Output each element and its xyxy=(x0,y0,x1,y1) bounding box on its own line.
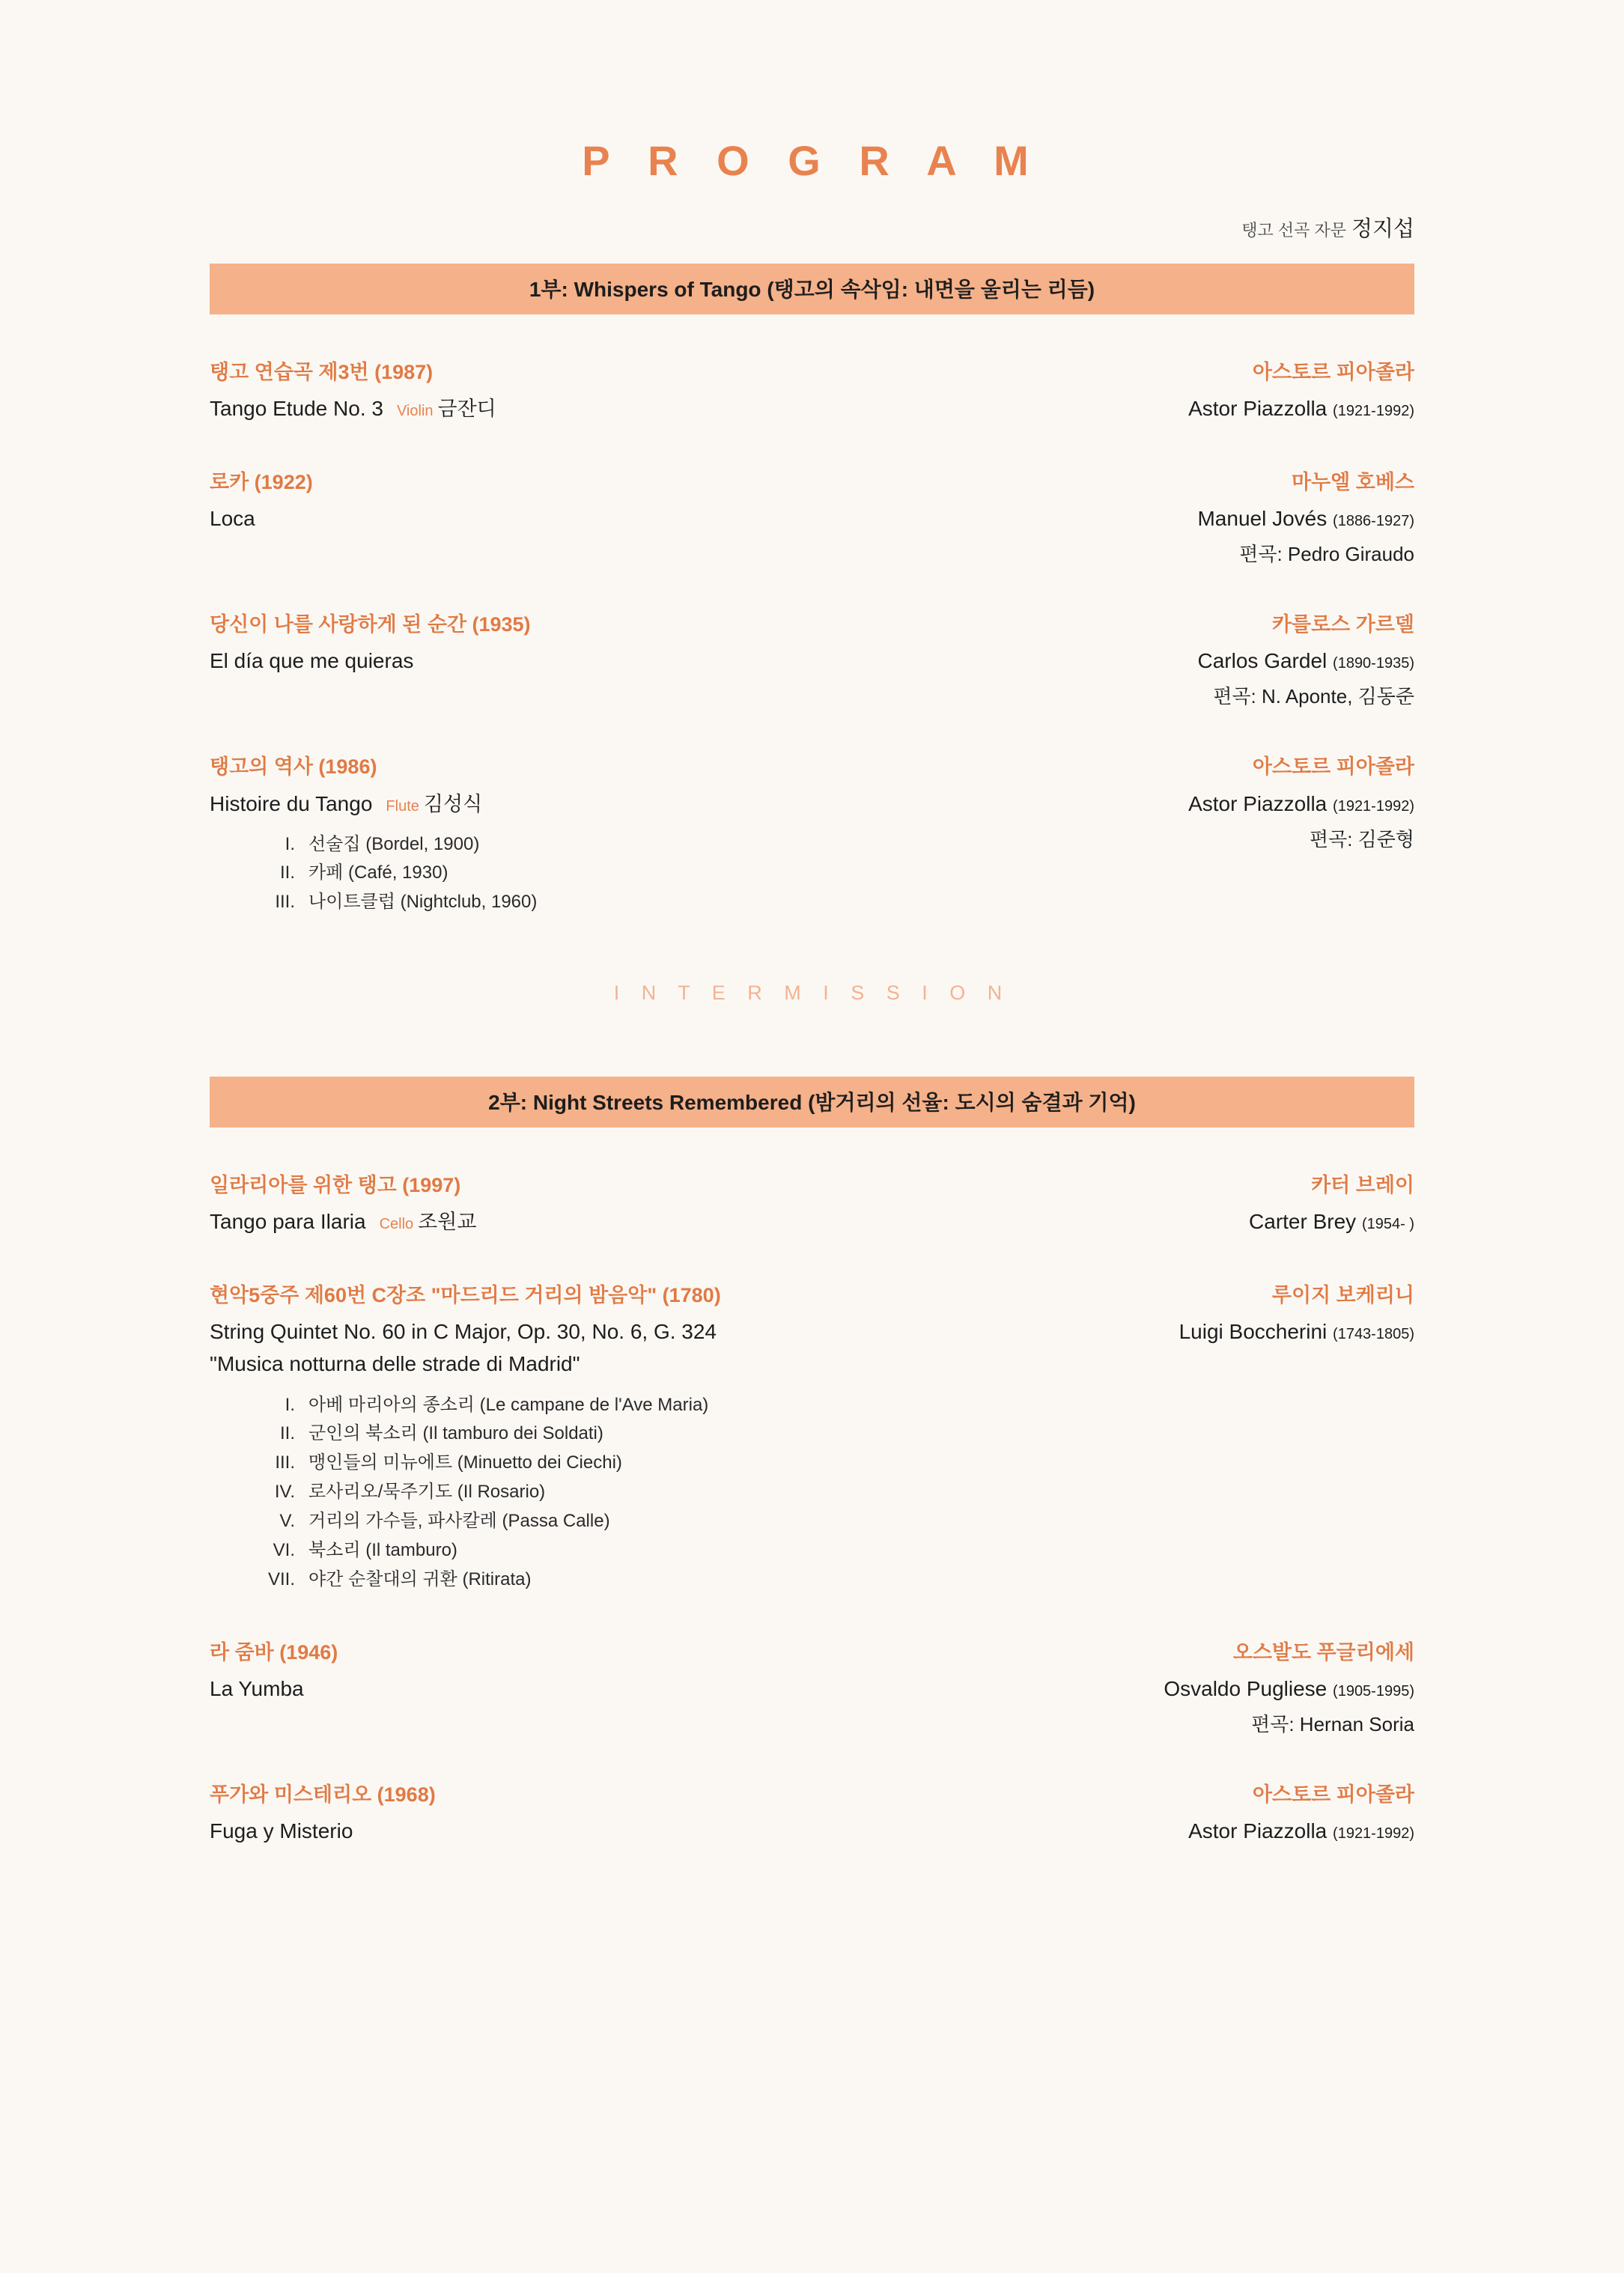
movement-number: I. xyxy=(285,833,295,854)
composer-years: (1886-1927) xyxy=(1333,513,1414,530)
movement-item xyxy=(255,1420,1149,1449)
piece-left xyxy=(210,752,1188,917)
piece-performer: 김성식 xyxy=(423,792,483,815)
composer-english-name xyxy=(1249,1206,1414,1238)
movement-text: 아베 마리아의 종소리 (Le campane de l'Ave Maria) xyxy=(308,1394,709,1415)
piece-korean-title: 일라리아를 위한 탱고 (1997) xyxy=(210,1174,461,1197)
piece-english-title xyxy=(210,1673,1134,1705)
composer-english-name xyxy=(1179,1316,1414,1348)
composer-years: (1921-1992) xyxy=(1333,797,1414,815)
piece-title-line-1: String Quintet No. 60 in C Major, Op. 30, No. 6, G. 324 xyxy=(210,1320,717,1344)
advisor-line xyxy=(210,212,1414,243)
piece-english-title xyxy=(210,1206,1219,1238)
movement-text: 나이트클럽 (Nightclub, 1960) xyxy=(308,892,538,913)
composer-english-name xyxy=(1188,393,1414,425)
composer-korean-name: 오스발도 푸글리에세 xyxy=(1232,1640,1414,1664)
piece-right xyxy=(1198,610,1414,709)
composer-years: (1954- ) xyxy=(1361,1216,1414,1233)
piece-right xyxy=(1179,1281,1414,1348)
composer-english-name xyxy=(1188,788,1414,820)
arranger-credit: 편곡: Pedro Giraudo xyxy=(1239,543,1414,566)
piece-right xyxy=(1188,358,1414,425)
piece-left xyxy=(210,358,1188,425)
movement-item xyxy=(255,1565,1149,1595)
movement-item xyxy=(255,859,1158,888)
piece-left xyxy=(210,1638,1164,1705)
movement-text: 맹인들의 미뉴에트 (Minuetto dei Ciechi) xyxy=(308,1452,622,1473)
movement-text: 선술집 (Bordel, 1900) xyxy=(308,833,480,854)
composer-korean-name: 루이지 보케리니 xyxy=(1271,1284,1414,1307)
movement-number: I. xyxy=(285,1394,295,1415)
movement-item xyxy=(255,1536,1149,1565)
movement-number: III. xyxy=(275,892,295,913)
piece-korean-title: 탱고 연습곡 제3번 (1987) xyxy=(210,361,434,383)
piece-row xyxy=(210,1281,1414,1594)
piece-title-text: El día que me quieras xyxy=(210,649,414,673)
section-bar-part1: 1부: Whispers of Tango (탱고의 속삭임: 내면을 울리는 리듬) xyxy=(210,264,1414,314)
piece-title-text: Fuga y Misterio xyxy=(210,1819,353,1843)
composer-name-text: Osvaldo Pugliese xyxy=(1164,1676,1328,1700)
piece-row xyxy=(210,1171,1414,1238)
piece-korean-title: 라 줌바 (1946) xyxy=(210,1640,338,1664)
piece-right xyxy=(1188,752,1414,851)
composer-korean-name: 아스토르 피아졸라 xyxy=(1252,361,1414,383)
movement-item xyxy=(255,1391,1149,1420)
movement-list xyxy=(210,1391,1149,1595)
piece-row xyxy=(210,752,1414,917)
piece-korean-title: 탱고의 역사 (1986) xyxy=(210,755,377,779)
section-bar-part2: 2부: Night Streets Remembered (밤거리의 선율: 도시의 숨결과 기억) xyxy=(210,1077,1414,1128)
piece-row xyxy=(210,468,1414,567)
movement-item xyxy=(255,1507,1149,1536)
movement-number: II. xyxy=(279,1423,295,1444)
piece-row xyxy=(210,358,1414,425)
intermission-label: I N T E R M I S S I O N xyxy=(613,982,1011,1005)
piece-english-title xyxy=(210,1816,1158,1847)
movement-text: 군인의 북소리 (Il tamburo dei Soldati) xyxy=(308,1423,603,1444)
composer-korean-name: 카를로스 가르델 xyxy=(1271,613,1414,636)
advisor-label: 탱고 선곡 자문 xyxy=(1241,221,1346,240)
piece-instrument: Cello xyxy=(379,1216,414,1233)
piece-row xyxy=(210,610,1414,709)
composer-name-text: Luigi Boccherini xyxy=(1179,1320,1328,1344)
piece-english-title xyxy=(210,645,1168,677)
piece-performer: 조원교 xyxy=(418,1211,477,1234)
piece-right xyxy=(1197,468,1414,567)
arranger-credit: 편곡: 김준형 xyxy=(1309,827,1414,851)
movement-item xyxy=(255,888,1158,917)
movement-item xyxy=(255,1478,1149,1507)
piece-title-line-2: "Musica notturna delle strade di Madrid" xyxy=(210,1352,580,1376)
piece-title-text: Histoire du Tango xyxy=(210,791,373,815)
movement-item xyxy=(255,830,1158,859)
composer-years: (1743-1805) xyxy=(1333,1326,1414,1343)
piece-instrument: Violin xyxy=(396,403,434,420)
piece-title-text: Tango Etude No. 3 xyxy=(210,397,383,421)
movement-number: VII. xyxy=(267,1568,295,1589)
composer-korean-name: 마누엘 호베스 xyxy=(1292,471,1414,494)
advisor-name: 정지섭 xyxy=(1351,217,1414,241)
composer-years: (1921-1992) xyxy=(1333,1825,1414,1842)
piece-korean-title: 푸가와 미스테리오 (1968) xyxy=(210,1783,436,1806)
piece-title-text: La Yumba xyxy=(210,1676,304,1700)
piece-instrument: Flute xyxy=(386,797,419,815)
piece-row xyxy=(210,1638,1414,1737)
composer-korean-name: 카터 브레이 xyxy=(1311,1174,1414,1197)
piece-english-title xyxy=(210,393,1158,425)
composer-name-text: Carlos Gardel xyxy=(1197,649,1328,673)
piece-row xyxy=(210,1780,1414,1847)
composer-name-text: Astor Piazzolla xyxy=(1188,397,1328,421)
arranger-credit: 편곡: Hernan Soria xyxy=(1251,1712,1414,1735)
composer-years: (1890-1935) xyxy=(1333,655,1414,672)
composer-english-name xyxy=(1198,645,1414,677)
piece-left xyxy=(210,1171,1249,1238)
movement-number: II. xyxy=(279,862,295,883)
piece-left xyxy=(210,468,1197,535)
movement-list xyxy=(210,830,1158,918)
arranger-credit: 편곡: N. Aponte, 김동준 xyxy=(1213,685,1414,708)
piece-performer: 금잔디 xyxy=(437,398,496,421)
composer-english-name xyxy=(1188,1816,1414,1847)
piece-english-title xyxy=(210,1316,1149,1380)
composer-english-name xyxy=(1164,1673,1414,1705)
composer-name-text: Astor Piazzolla xyxy=(1188,791,1328,815)
composer-korean-name: 아스토르 피아졸라 xyxy=(1252,755,1414,779)
piece-left xyxy=(210,1281,1179,1594)
composer-years: (1905-1995) xyxy=(1333,1682,1414,1700)
piece-right xyxy=(1249,1171,1414,1238)
composer-english-name xyxy=(1197,503,1414,535)
movement-number: VI. xyxy=(273,1539,295,1560)
movement-number: IV. xyxy=(274,1482,295,1503)
piece-english-title xyxy=(210,788,1158,820)
piece-left xyxy=(210,1780,1188,1847)
piece-left xyxy=(210,610,1198,677)
piece-right xyxy=(1188,1780,1414,1847)
piece-korean-title: 당신이 나를 사랑하게 된 순간 (1935) xyxy=(210,613,531,636)
movement-number: III. xyxy=(275,1452,295,1473)
piece-title-text: Loca xyxy=(210,507,255,531)
movement-text: 카페 (Café, 1930) xyxy=(308,862,448,883)
piece-korean-title: 로카 (1922) xyxy=(210,471,313,494)
piece-korean-title: 현악5중주 제60번 C장조 "마드리드 거리의 밤음악" (1780) xyxy=(210,1284,721,1307)
composer-name-text: Manuel Jovés xyxy=(1197,507,1328,531)
movement-text: 야간 순찰대의 귀환 (Ritirata) xyxy=(308,1568,532,1589)
page-title: P R O G R A M xyxy=(582,137,1042,184)
composer-name-text: Carter Brey xyxy=(1249,1210,1357,1234)
composer-years: (1921-1992) xyxy=(1333,403,1414,420)
composer-name-text: Astor Piazzolla xyxy=(1188,1819,1328,1843)
piece-right xyxy=(1164,1638,1414,1737)
movement-text: 거리의 가수들, 파사칼레 (Passa Calle) xyxy=(308,1511,610,1532)
composer-korean-name: 아스토르 피아졸라 xyxy=(1252,1783,1414,1806)
piece-title-text: Tango para Ilaria xyxy=(210,1210,366,1234)
movement-number: V. xyxy=(279,1511,295,1532)
movement-item xyxy=(255,1449,1149,1478)
piece-english-title xyxy=(210,503,1167,535)
movement-text: 로사리오/묵주기도 (Il Rosario) xyxy=(308,1482,546,1503)
movement-text: 북소리 (Il tamburo) xyxy=(308,1539,457,1560)
